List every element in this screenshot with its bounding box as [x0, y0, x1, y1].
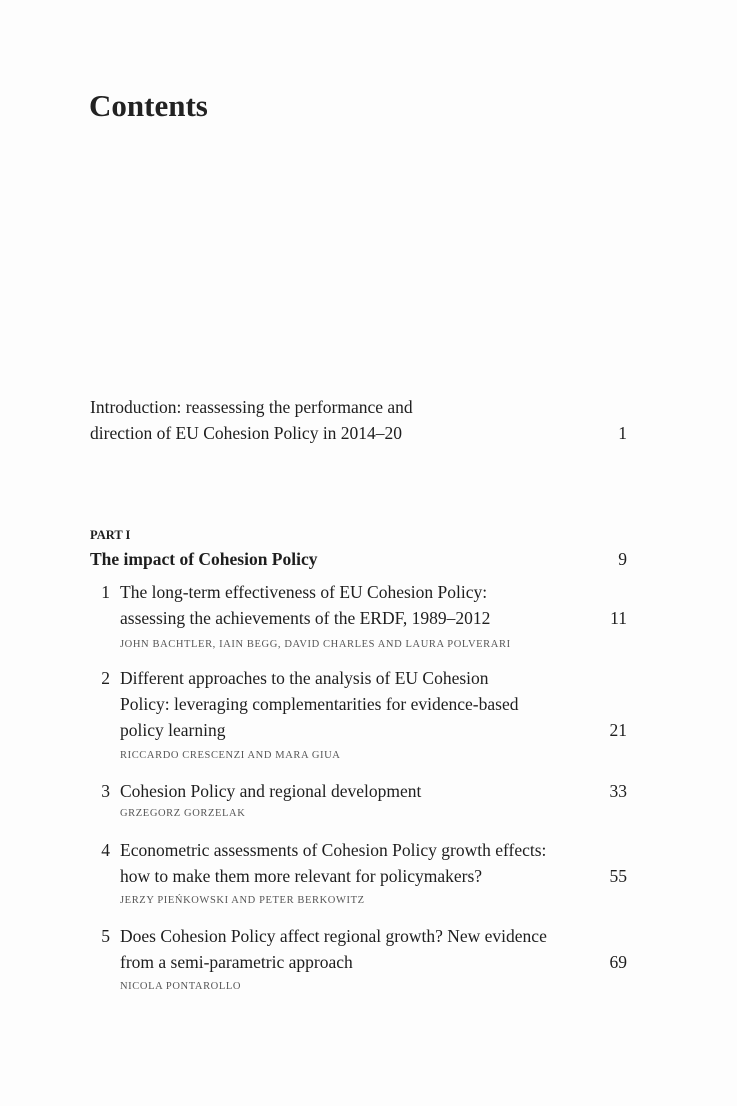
entry-title-line: Different approaches to the analysis of EU Cohesion — [120, 668, 489, 688]
chapter-number: 5 — [101, 926, 110, 946]
chapter-number: 3 — [101, 781, 110, 801]
entry-title-line: Cohesion Policy and regional development — [120, 781, 422, 801]
page-number: 11 — [610, 608, 627, 628]
entry-title-line: Does Cohesion Policy affect regional growth? New evidence — [120, 926, 547, 946]
chapter-number: 1 — [101, 582, 110, 602]
entry-title-line: Introduction: reassessing the performance and — [90, 397, 413, 417]
chapter-authors: GRZEGORZ GORZELAK — [120, 808, 246, 819]
chapter-authors: JERZY PIEŃKOWSKI AND PETER BERKOWITZ — [120, 895, 365, 906]
entry-title-line: assessing the achievements of the ERDF, 1989–2012 — [120, 608, 491, 628]
page-number: 33 — [609, 781, 627, 801]
page-title: Contents — [89, 88, 208, 123]
entry-title-line: policy learning — [120, 720, 226, 740]
chapter-number: 4 — [101, 840, 110, 860]
chapter-authors: NICOLA PONTAROLLO — [120, 981, 242, 992]
page-number: 9 — [618, 549, 627, 569]
page-number: 55 — [609, 866, 627, 886]
chapter-authors: RICCARDO CRESCENZI AND MARA GIUA — [120, 750, 341, 761]
entry-title-line: direction of EU Cohesion Policy in 2014–20 — [90, 423, 403, 443]
part-title: The impact of Cohesion Policy — [90, 549, 318, 569]
page-number: 21 — [609, 720, 627, 740]
page-number: 69 — [609, 952, 627, 972]
entry-title-line: Policy: leveraging complementarities for evidence-based — [120, 694, 519, 714]
entry-title-line: Econometric assessments of Cohesion Policy growth effects: — [120, 840, 547, 860]
chapter-authors: JOHN BACHTLER, IAIN BEGG, DAVID CHARLES AND LAURA POLVERARI — [120, 639, 511, 650]
part-label: PART I — [90, 528, 131, 542]
page-number: 1 — [618, 423, 627, 443]
chapter-number: 2 — [101, 668, 110, 688]
entry-title-line: how to make them more relevant for policymakers? — [120, 866, 483, 886]
entry-title-line: The long-term effectiveness of EU Cohesion Policy: — [120, 582, 488, 602]
entry-title-line: from a semi-parametric approach — [120, 952, 353, 972]
